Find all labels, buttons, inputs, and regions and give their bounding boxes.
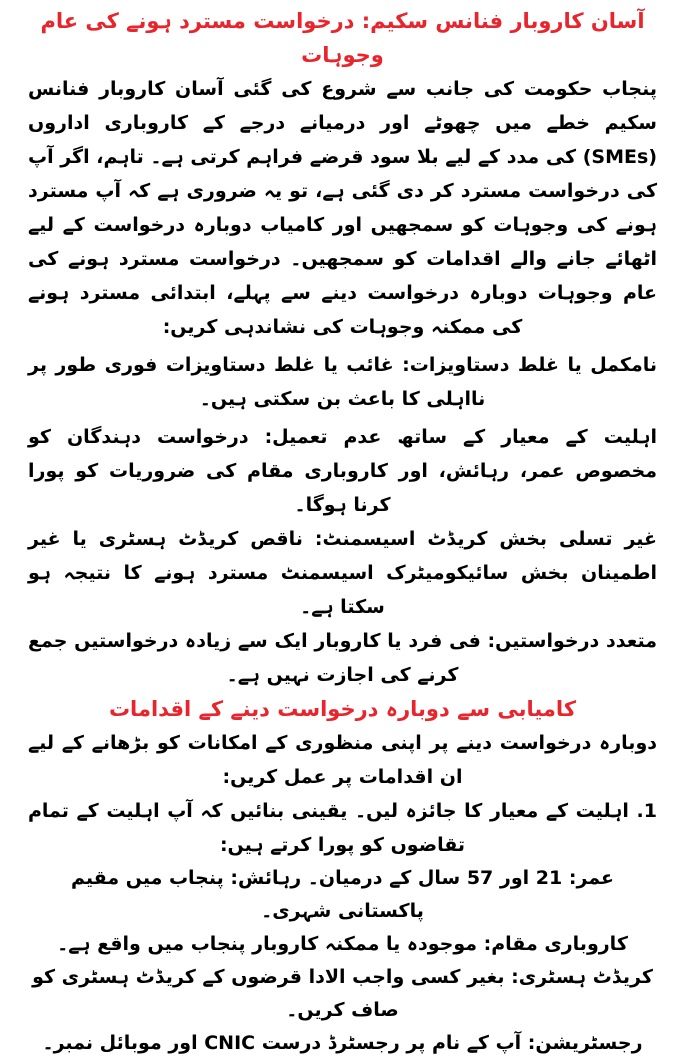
criterion-registration: رجسٹریشن: آپ کے نام پر رجسٹرڈ درست CNIC اور موبائل نمبر۔ [42,1032,643,1054]
intro-paragraph: پنجاب حکومت کی جانب سے شروع کی گئی آسان کاروبار فنانس سکیم خطے میں چھوٹے اور درمیانے درجے کے کاروباری اداروں (SMEs) کی مدد کے لیے بلا سود قرضے فراہم کرتی ہے۔ تاہم، اگر آپ کی درخواست مسترد کر دی گئی ہے، تو یہ ضروری ہے کہ آپ مسترد ہونے کی وجوہات کو سمجھیں اور کامیاب دوبارہ درخواست کے لیے اٹھائے جانے والے اقدامات کو سمجھیں۔ درخواست مسترد ہونے کی عام وجوہات دوبارہ درخواست دینے سے پہلے، ابتدائی مسترد ہونے کی ممکنہ وجوہات کی نشاندہی کریں: [28,78,657,338]
step-1-review-eligibility: 1. اہلیت کے معیار کا جائزہ لیں۔ یقینی بنائیں کہ آپ اہلیت کے تمام تقاضوں کو پورا کرتے ہیں: [28,800,657,856]
reason-incomplete-documents: نامکمل یا غلط دستاویزات: غائب یا غلط دستاویزات فوری طور پر نااہلی کا باعث بن سکتی ہیں۔ [28,354,657,410]
reason-eligibility-noncompliance: اہلیت کے معیار کے ساتھ عدم تعمیل: درخواست دہندگان کو مخصوص عمر، رہائش، اور کاروباری مقام کی ضروریات کو پورا کرنا ہوگا۔ [28,426,657,516]
reapply-intro: دوبارہ درخواست دینے پر اپنی منظوری کے امکانات کو بڑھانے کے لیے ان اقدامات پر عمل کریں: [28,732,657,788]
criterion-business-location: کاروباری مقام: موجودہ یا ممکنہ کاروبار پنجاب میں واقع ہے۔ [57,933,628,955]
section-heading-reapply-steps: کامیابی سے دوبارہ درخواست دینے کے اقدامات [108,697,577,721]
section-heading-rejection-reasons: آسان کاروبار فنانس سکیم: درخواست مسترد ہونے کی عام وجوہات [40,9,645,67]
criterion-credit-history: کریڈٹ ہسٹری: بغیر کسی واجب الادا قرضوں کے کریڈٹ ہسٹری کو صاف کریں۔ [32,966,653,1021]
criterion-age-residence: عمر: 21 اور 57 سال کے درمیان۔ رہائش: پنجاب میں مقیم پاکستانی شہری۔ [71,867,614,922]
reason-multiple-applications: متعدد درخواستیں: فی فرد یا کاروبار ایک سے زیادہ درخواستیں جمع کرنے کی اجازت نہیں ہے۔ [28,630,657,686]
reason-credit-assessment: غیر تسلی بخش کریڈٹ اسیسمنٹ: ناقص کریڈٹ ہسٹری یا غیر اطمینان بخش سائیکومیٹرک اسیسمنٹ مسترد ہونے کا نتیجہ ہو سکتا ہے۔ [28,528,657,618]
